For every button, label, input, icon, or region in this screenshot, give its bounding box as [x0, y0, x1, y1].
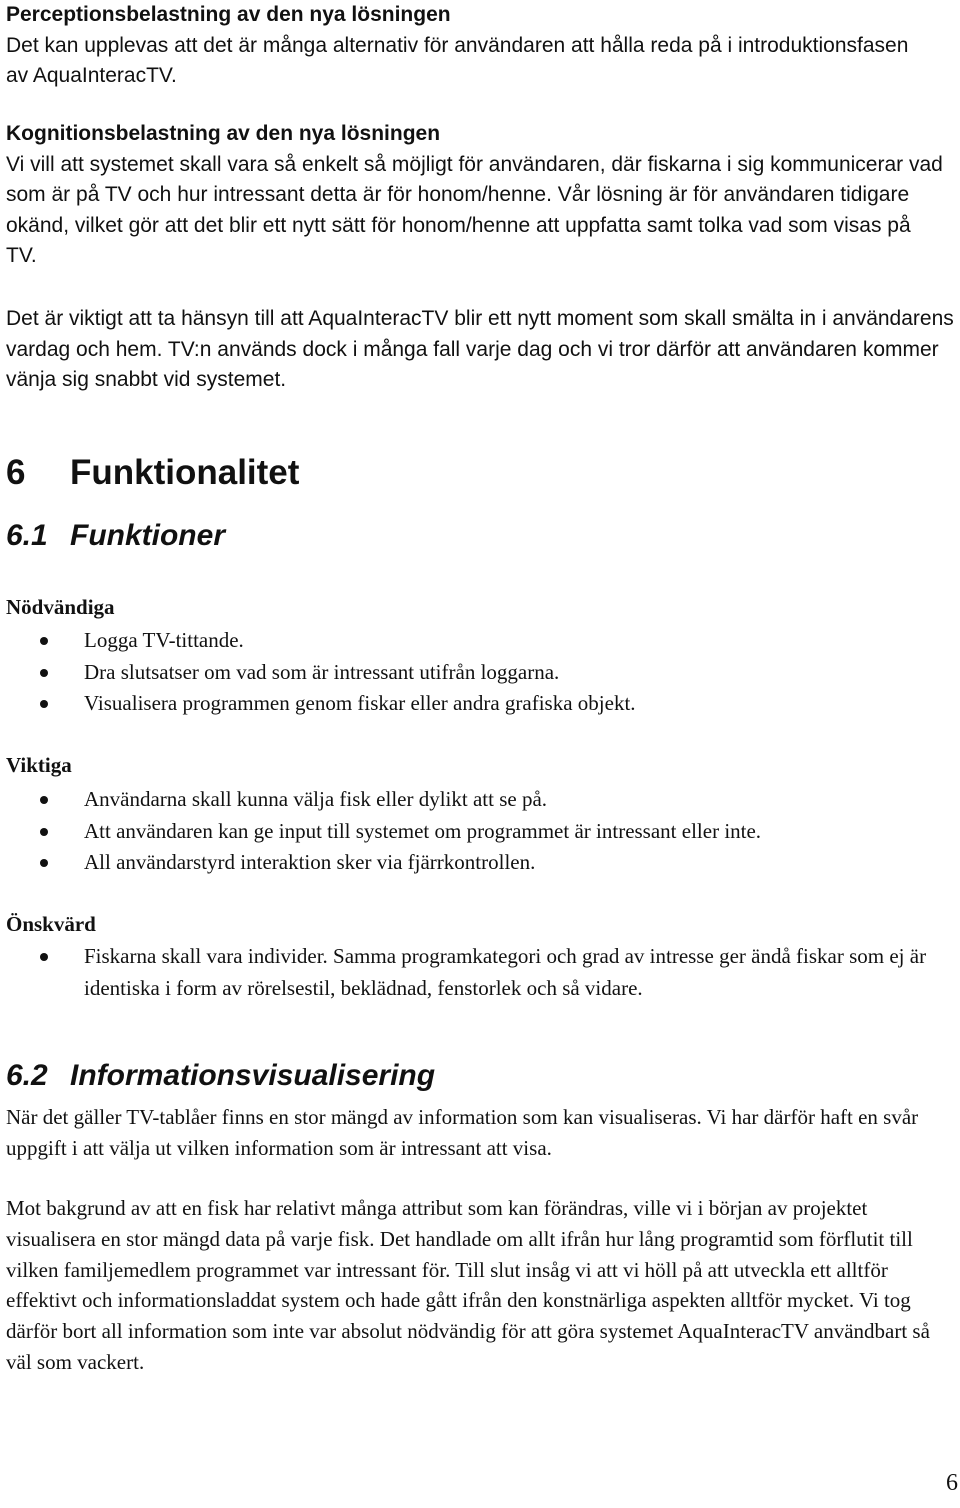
page-number: 6	[946, 1470, 958, 1496]
section-6-2-title: Informationsvisualisering	[70, 1059, 436, 1092]
bullet-icon	[40, 637, 48, 645]
perception-heading: Perceptionsbelastning av den nya lösningen	[6, 3, 451, 26]
section-6-1-heading	[6, 518, 958, 554]
desired-heading: Önskvärd	[6, 912, 96, 936]
chapter-number: 6	[6, 453, 26, 492]
list-item: Logga TV-tittande.	[0, 625, 958, 657]
perception-section	[6, 0, 958, 92]
cognition-paragraph-2: Det är viktigt att ta hänsyn till att AquaInteracTV blir ett nytt moment som skall smälta in i användarens vardag och hem. TV:n används dock i många fall varje dag och vi tror därför att användaren kommer vänja sig snabbt vid systemet.	[6, 307, 954, 391]
desired-list	[0, 941, 958, 1004]
list-item: Fiskarna skall vara individer. Samma programkategori och grad av intresse ger ändå fiskar som ej är identiska i form av rörelsestil, beklädnad, fenstorlek och så vidare.	[0, 941, 958, 1004]
section-6-2-paragraph-1: När det gäller TV-tablåer finns en stor mängd av information som kan visualiseras. Vi har därför haft en svår uppgift i att välja ut vilken information som är intressant att visa.	[6, 1105, 919, 1160]
section-6-2-paragraph-2: Mot bakgrund av att en fisk har relativt många attribut som kan förändras, ville vi i början av projektet visualisera en stor mängd data på varje fisk. Det handlade om allt ifrån hur lång programtid som förflutit till vilken familjemedlem programmet var intressant för. Till slut insåg vi att vi höll på att utveckla ett alltför effektivt och informationsladdat system och hade gått ifrån den konstnärliga aspekten alltför mycket. Vi tog därför bort all information som inte var absolut nödvändig för att göra systemet AquaInteracTV användbart så väl som vackert.	[6, 1196, 930, 1374]
section-6-2-heading	[6, 1058, 958, 1094]
section-6-1-title: Funktioner	[70, 519, 225, 552]
necessary-list	[0, 625, 958, 720]
bullet-icon	[40, 859, 48, 867]
list-item: Användarna skall kunna välja fisk eller dylikt att se på.	[0, 784, 958, 816]
bullet-icon	[40, 796, 48, 804]
bullet-icon	[40, 828, 48, 836]
cognition-heading: Kognitionsbelastning av den nya lösningen	[6, 122, 441, 145]
necessary-heading: Nödvändiga	[6, 595, 115, 619]
important-heading: Viktiga	[6, 753, 72, 777]
section-6-1-number: 6.1	[6, 519, 48, 552]
list-item: All användarstyrd interaktion sker via fjärrkontrollen.	[0, 847, 958, 879]
important-list	[0, 784, 958, 879]
cognition-text: Vi vill att systemet skall vara så enkelt så möjligt för användaren, där fiskarna i sig kommunicerar vad som är på TV och hur intressant detta är för honom/henne. Vår lösning är för användaren tidigare okänd, vilket gör att det blir ett nytt sätt för honom/henne att uppfatta samt tolka vad som visas på TV.	[6, 152, 943, 267]
bullet-icon	[40, 669, 48, 677]
cognition-section	[6, 119, 958, 272]
section-6-2-number: 6.2	[6, 1059, 48, 1092]
perception-text: Det kan upplevas att det är många alternativ för användaren att hålla reda på i introduktionsfasen av AquaInteracTV.	[6, 33, 909, 87]
chapter-title: Funktionalitet	[70, 453, 300, 492]
list-item: Visualisera programmen genom fiskar eller andra grafiska objekt.	[0, 688, 958, 720]
list-item: Att användaren kan ge input till systemet om programmet är intressant eller inte.	[0, 816, 958, 848]
bullet-icon	[40, 700, 48, 708]
list-item: Dra slutsatser om vad som är intressant utifrån loggarna.	[0, 657, 958, 689]
chapter-heading	[6, 452, 958, 494]
bullet-icon	[40, 953, 48, 961]
